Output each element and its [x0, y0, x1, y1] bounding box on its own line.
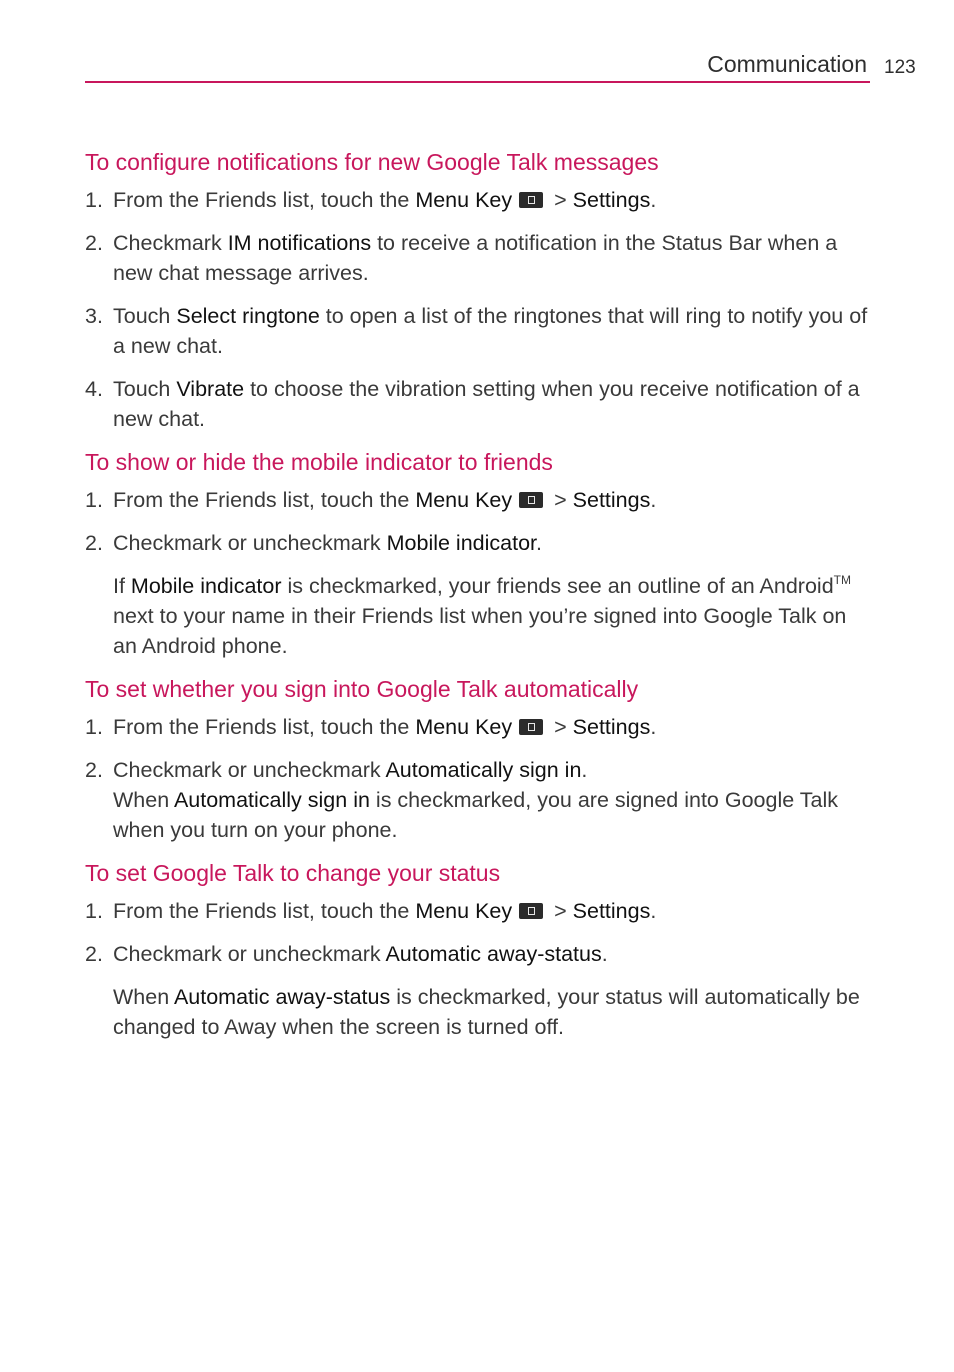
list-item	[85, 228, 875, 288]
step-text: .	[650, 488, 657, 512]
step-text: From the Friends list, touch the	[113, 715, 416, 739]
step-number: 4.	[85, 377, 103, 401]
list-item	[85, 755, 875, 845]
section-heading: To set Google Talk to change your status	[85, 860, 501, 886]
section-change-status	[85, 858, 875, 1042]
step-text: Touch	[113, 377, 177, 401]
auto-sign-in-label: Automatically sign in	[385, 758, 582, 782]
step-text: .	[650, 715, 657, 739]
step-number: 1.	[85, 188, 103, 212]
step-text: Checkmark or uncheckmark	[113, 531, 387, 555]
page-number: 123	[884, 57, 916, 78]
auto-sign-in-label: Automatically sign in	[173, 788, 370, 812]
step-number: 1.	[85, 899, 103, 923]
trademark-mark: TM	[833, 573, 851, 587]
mobile-indicator-label: Mobile indicator	[386, 531, 537, 555]
list-item	[85, 185, 875, 215]
section-configure-notifications	[85, 147, 875, 434]
step-text: is checkmarked, you are signed into Google Talk when you turn on your phone.	[113, 788, 839, 842]
step-text: From the Friends list, touch the	[113, 488, 416, 512]
list-item	[85, 528, 875, 558]
step-text: to choose the vibration setting when you receive notification of a new chat.	[113, 377, 860, 431]
note-text: is checkmarked, your friends see an outline of an Android	[281, 574, 834, 598]
menu-key-icon	[519, 903, 543, 919]
im-notifications-label: IM notifications	[227, 231, 372, 255]
menu-key-icon	[519, 719, 543, 735]
step-text: When	[113, 788, 174, 812]
note-text: next to your name in their Friends list when you’re signed into Google Talk on an Android phone.	[113, 604, 847, 658]
header-divider	[85, 81, 870, 83]
settings-label: Settings	[572, 715, 651, 739]
step-text: Touch	[113, 304, 177, 328]
step-number: 2.	[85, 231, 103, 255]
note-text: If	[113, 574, 131, 598]
menu-key-icon	[519, 492, 543, 508]
away-status-label: Automatic away-status	[385, 942, 602, 966]
step-number: 1.	[85, 488, 103, 512]
step-text: Checkmark or uncheckmark	[113, 942, 386, 966]
section-heading: To set whether you sign into Google Talk automatically	[85, 676, 639, 702]
mobile-indicator-label: Mobile indicator	[130, 574, 282, 598]
note-text: is checkmarked, your status will automatically be changed to Away when the screen is turned off.	[113, 985, 860, 1039]
vibrate-label: Vibrate	[176, 377, 245, 401]
select-ringtone-label: Select ringtone	[176, 304, 320, 328]
step-number: 3.	[85, 304, 103, 328]
chapter-title: Communication	[707, 51, 867, 77]
step-number: 2.	[85, 531, 103, 555]
step-text: >	[548, 488, 573, 512]
section-auto-sign-in	[85, 674, 875, 845]
settings-label: Settings	[572, 188, 651, 212]
step-text: to open a list of the ringtones that will ring to notify you of a new chat.	[113, 304, 868, 358]
step-text: .	[650, 899, 657, 923]
list-item	[85, 896, 875, 926]
step-text: .	[601, 942, 608, 966]
menu-key-label: Menu Key	[415, 899, 513, 923]
step-number: 2.	[85, 758, 103, 782]
menu-key-icon	[519, 192, 543, 208]
step-text: >	[548, 715, 573, 739]
step-text: From the Friends list, touch the	[113, 899, 416, 923]
note-paragraph	[85, 571, 875, 661]
step-text: >	[548, 188, 573, 212]
menu-key-label: Menu Key	[415, 488, 513, 512]
step-text: .	[536, 531, 542, 555]
list-item	[85, 939, 875, 969]
step-text: >	[548, 899, 573, 923]
note-paragraph	[85, 982, 875, 1042]
settings-label: Settings	[572, 488, 651, 512]
step-number: 1.	[85, 715, 103, 739]
away-status-label: Automatic away-status	[173, 985, 391, 1009]
note-text: When	[113, 985, 174, 1009]
step-number: 2.	[85, 942, 103, 966]
step-text: .	[581, 758, 588, 782]
section-heading: To configure notifications for new Google Talk messages	[85, 149, 659, 175]
menu-key-label: Menu Key	[415, 715, 513, 739]
step-text: Checkmark or uncheckmark	[113, 758, 386, 782]
list-item	[85, 301, 875, 361]
list-item	[85, 374, 875, 434]
settings-label: Settings	[572, 899, 651, 923]
section-mobile-indicator	[85, 447, 875, 661]
step-text: Checkmark	[113, 231, 228, 255]
list-item	[85, 485, 875, 515]
step-text: From the Friends list, touch the	[113, 188, 416, 212]
menu-key-label: Menu Key	[415, 188, 513, 212]
section-heading: To show or hide the mobile indicator to friends	[85, 449, 553, 475]
step-text: .	[650, 188, 657, 212]
page-content	[85, 147, 875, 1055]
list-item	[85, 712, 875, 742]
step-text: to receive a notification in the Status Bar when a new chat message arrives.	[113, 231, 838, 285]
